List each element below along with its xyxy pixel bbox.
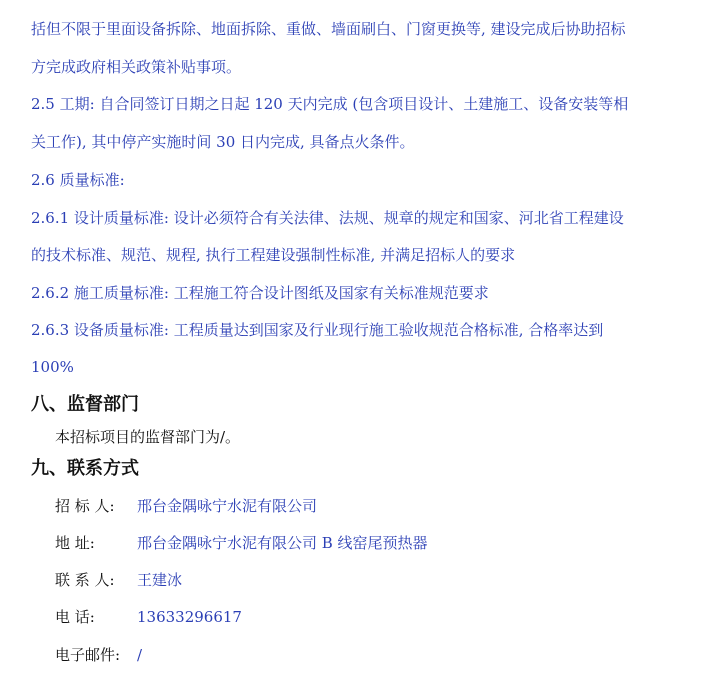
body-line-5: 2.6 质量标准: (31, 171, 125, 189)
body-line-10: 100% (31, 358, 74, 376)
contact-value: 邢台金隅咏宁水泥有限公司 (137, 497, 318, 515)
body-line-1: 括但不限于里面设备拆除、地面拆除、重做、墙面刷白、门窗更换等, 建设完成后协助招标 (31, 20, 626, 38)
body-line-9: 2.6.3 设备质量标准: 工程质量达到国家及行业现行施工验收规范合格标准, 合格率达到 (31, 321, 604, 339)
contact-row-person (55, 570, 182, 590)
contact-label: 电子邮件: (55, 646, 121, 664)
contact-value: / (137, 646, 143, 664)
body-line-6: 2.6.1 设计质量标准: 设计必须符合有关法律、法规、规章的规定和国家、河北省工程建设 (31, 209, 624, 227)
section-8-heading: 八、监督部门 (31, 394, 139, 415)
contact-row-bidder (55, 496, 317, 516)
section-8-text: 本招标项目的监督部门为/。 (55, 428, 241, 446)
body-line-8: 2.6.2 施工质量标准: 工程施工符合设计图纸及国家有关标准规范要求 (31, 284, 489, 302)
body-line-7: 的技术标准、规范、规程, 执行工程建设强制性标准, 并满足招标人的要求 (31, 246, 516, 264)
section-9-heading: 九、联系方式 (31, 458, 139, 479)
contact-value: 邢台金隅咏宁水泥有限公司 B 线窑尾预热器 (137, 534, 428, 552)
contact-label: 招 标 人: (55, 497, 115, 515)
body-line-2: 方完成政府相关政策补贴事项。 (31, 58, 242, 76)
contact-value: 王建冰 (137, 571, 183, 589)
contact-row-address (55, 533, 428, 553)
contact-row-email (55, 645, 142, 665)
body-line-4: 关工作), 其中停产实施时间 30 日内完成, 具备点火条件。 (31, 133, 415, 151)
contact-value: 13633296617 (137, 608, 242, 626)
contact-label: 地 址: (55, 534, 95, 552)
contact-label: 联 系 人: (55, 571, 115, 589)
body-line-3: 2.5 工期: 自合同签订日期之日起 120 天内完成 (包含项目设计、土建施工、设备安装等相 (31, 95, 629, 113)
contact-row-phone (55, 607, 242, 627)
contact-label: 电 话: (55, 608, 95, 626)
